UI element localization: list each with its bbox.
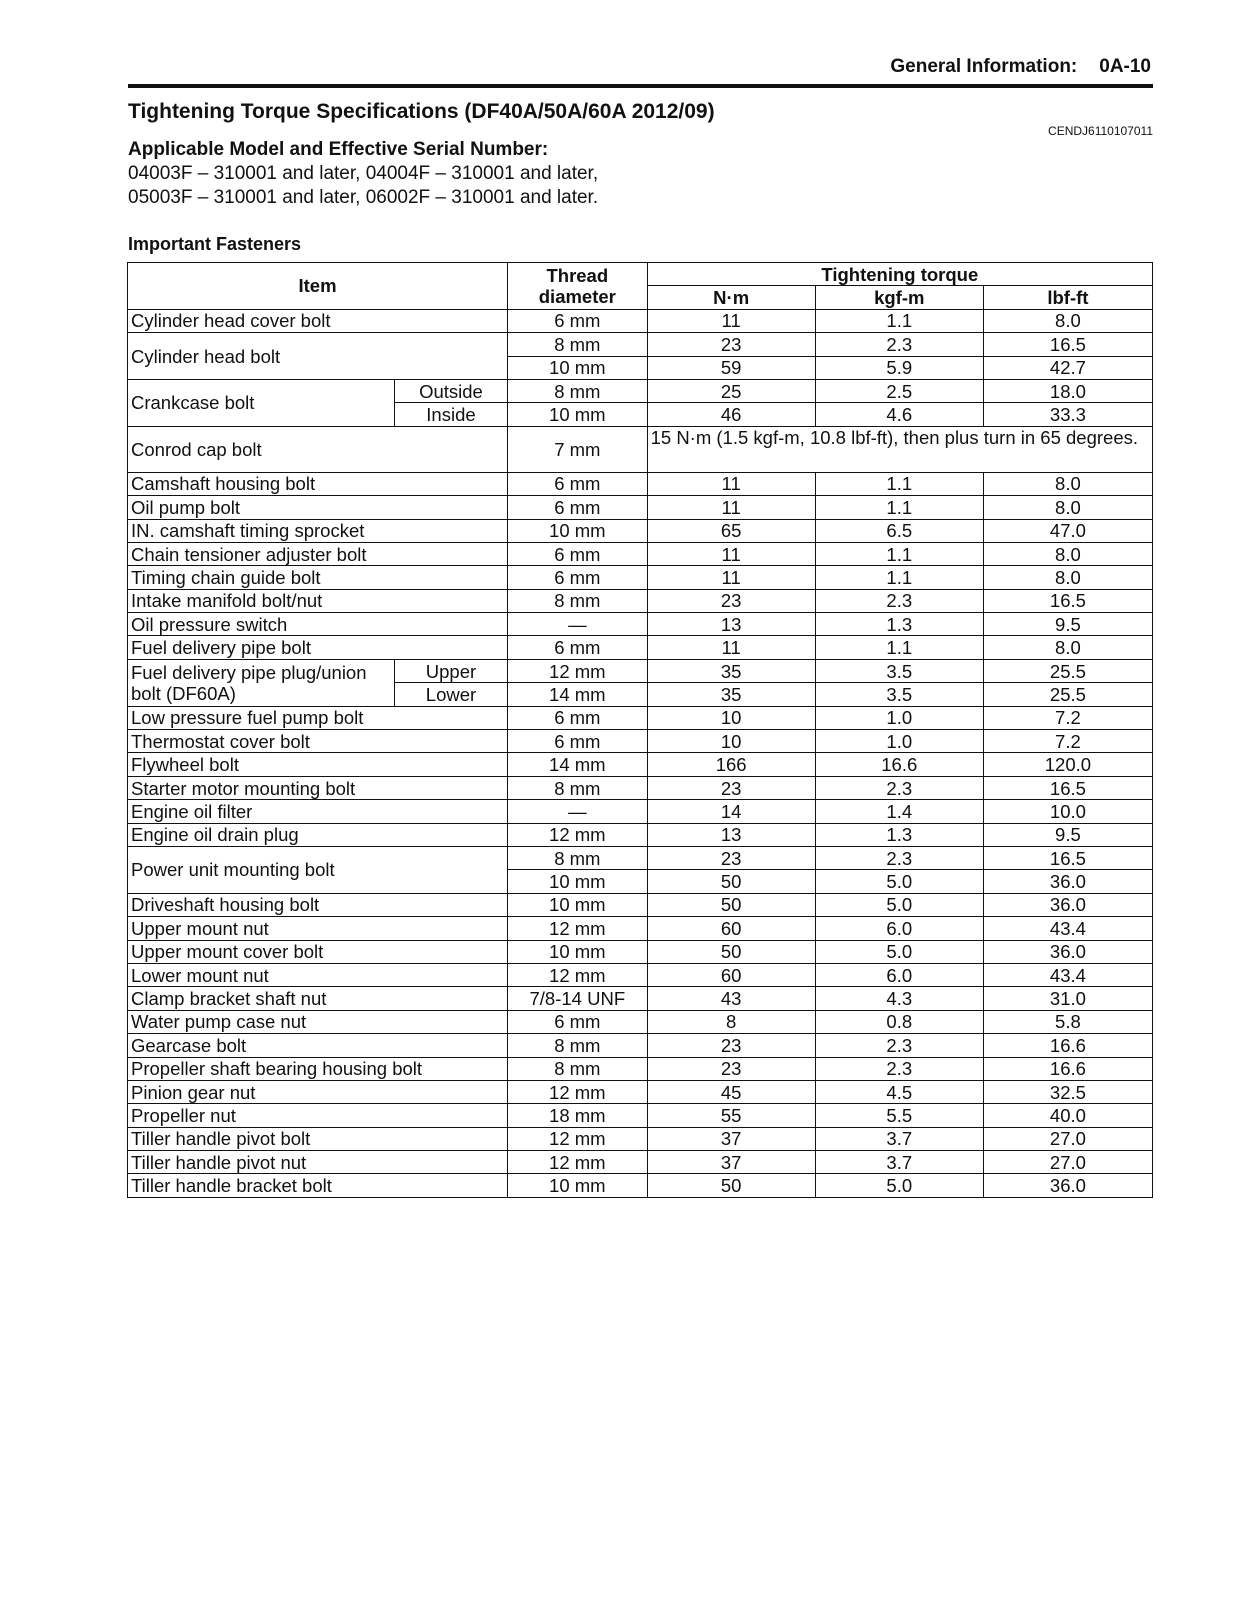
- kgf-cell: 2.3: [815, 1034, 983, 1057]
- lbf-cell: 8.0: [983, 636, 1152, 659]
- table-row: [128, 893, 1153, 916]
- nm-cell: 60: [647, 917, 815, 940]
- page-header: [128, 56, 1153, 88]
- lbf-cell: 8.0: [983, 542, 1152, 565]
- nm-cell: 46: [647, 403, 815, 426]
- lbf-cell: 120.0: [983, 753, 1152, 776]
- item-cell: Propeller nut: [128, 1104, 508, 1127]
- table-row: [128, 1151, 1153, 1174]
- nm-cell: 23: [647, 589, 815, 612]
- header-torque: Tightening torque: [647, 263, 1152, 286]
- section-title: Important Fasteners: [128, 234, 302, 254]
- header-kgfm: kgf-m: [815, 286, 983, 309]
- lbf-cell: 8.0: [983, 309, 1152, 332]
- doc-code: CENDJ6110107011: [1048, 124, 1153, 138]
- thread-cell: 18 mm: [508, 1104, 648, 1127]
- kgf-cell: 2.3: [815, 846, 983, 869]
- thread-cell: 10 mm: [508, 870, 648, 893]
- table-row: [128, 987, 1153, 1010]
- nm-cell: 13: [647, 613, 815, 636]
- kgf-cell: 4.5: [815, 1080, 983, 1103]
- lbf-cell: 7.2: [983, 706, 1152, 729]
- nm-cell: 11: [647, 636, 815, 659]
- thread-cell: 6 mm: [508, 1010, 648, 1033]
- kgf-cell: 3.7: [815, 1151, 983, 1174]
- kgf-cell: 1.3: [815, 823, 983, 846]
- item-cell: Gearcase bolt: [128, 1034, 508, 1057]
- thread-cell: 6 mm: [508, 472, 648, 495]
- table-row: [128, 636, 1153, 659]
- thread-cell: 12 mm: [508, 1080, 648, 1103]
- nm-cell: 11: [647, 566, 815, 589]
- nm-cell: 23: [647, 776, 815, 799]
- table-row: [128, 472, 1153, 495]
- lbf-cell: 25.5: [983, 683, 1152, 706]
- table-row: [128, 589, 1153, 612]
- table-row: [128, 753, 1153, 776]
- kgf-cell: 2.3: [815, 333, 983, 356]
- header-text: [890, 56, 1151, 78]
- nm-cell: 13: [647, 823, 815, 846]
- nm-cell: 35: [647, 683, 815, 706]
- nm-cell: 55: [647, 1104, 815, 1127]
- sub-cell: Upper: [394, 659, 507, 682]
- header-section: General Information:: [890, 56, 1078, 77]
- table-row: [128, 659, 1153, 682]
- kgf-cell: 1.1: [815, 636, 983, 659]
- serial-line-1: 04003F – 310001 and later, 04004F – 310001 and later,: [128, 163, 599, 184]
- kgf-cell: 6.0: [815, 917, 983, 940]
- table-row: [128, 333, 1153, 356]
- lbf-cell: 9.5: [983, 823, 1152, 846]
- thread-cell: 12 mm: [508, 917, 648, 940]
- table-header-row: [128, 263, 1153, 286]
- nm-cell: 50: [647, 940, 815, 963]
- table-row: [128, 309, 1153, 332]
- thread-cell: 8 mm: [508, 379, 648, 402]
- lbf-cell: 10.0: [983, 800, 1152, 823]
- thread-cell: 12 mm: [508, 1151, 648, 1174]
- lbf-cell: 16.5: [983, 846, 1152, 869]
- table-row: [128, 963, 1153, 986]
- table-row: [128, 706, 1153, 729]
- lbf-cell: 47.0: [983, 519, 1152, 542]
- item-cell: Power unit mounting bolt: [128, 846, 508, 893]
- thread-cell: 10 mm: [508, 893, 648, 916]
- table-row: [128, 1174, 1153, 1197]
- table-row: [128, 613, 1153, 636]
- item-cell: Oil pump bolt: [128, 496, 508, 519]
- item-cell: Lower mount nut: [128, 963, 508, 986]
- item-cell: Crankcase bolt: [128, 379, 395, 426]
- lbf-cell: 27.0: [983, 1127, 1152, 1150]
- applicable-heading: Applicable Model and Effective Serial Number:: [128, 139, 549, 160]
- item-cell: Camshaft housing bolt: [128, 472, 508, 495]
- kgf-cell: 4.6: [815, 403, 983, 426]
- lbf-cell: 8.0: [983, 496, 1152, 519]
- item-cell: Tiller handle pivot nut: [128, 1151, 508, 1174]
- table-row: [128, 1127, 1153, 1150]
- nm-cell: 23: [647, 333, 815, 356]
- nm-cell: 8: [647, 1010, 815, 1033]
- lbf-cell: 40.0: [983, 1104, 1152, 1127]
- kgf-cell: 2.5: [815, 379, 983, 402]
- kgf-cell: 2.3: [815, 1057, 983, 1080]
- item-cell: IN. camshaft timing sprocket: [128, 519, 508, 542]
- kgf-cell: 5.9: [815, 356, 983, 379]
- item-cell: Clamp bracket shaft nut: [128, 987, 508, 1010]
- lbf-cell: 33.3: [983, 403, 1152, 426]
- item-cell: Fuel delivery pipe plug/union bolt (DF60A): [128, 659, 395, 706]
- lbf-cell: 36.0: [983, 870, 1152, 893]
- kgf-cell: 3.7: [815, 1127, 983, 1150]
- item-cell: Cylinder head cover bolt: [128, 309, 508, 332]
- table-row: [128, 379, 1153, 402]
- nm-cell: 50: [647, 1174, 815, 1197]
- item-cell: Driveshaft housing bolt: [128, 893, 508, 916]
- table-row: [128, 730, 1153, 753]
- lbf-cell: 27.0: [983, 1151, 1152, 1174]
- nm-cell: 23: [647, 1057, 815, 1080]
- table-row: [128, 1034, 1153, 1057]
- item-cell: Pinion gear nut: [128, 1080, 508, 1103]
- thread-cell: 10 mm: [508, 519, 648, 542]
- table-row: [128, 1057, 1153, 1080]
- lbf-cell: 16.5: [983, 776, 1152, 799]
- lbf-cell: 36.0: [983, 893, 1152, 916]
- item-cell: Fuel delivery pipe bolt: [128, 636, 508, 659]
- kgf-cell: 1.3: [815, 613, 983, 636]
- kgf-cell: 2.3: [815, 776, 983, 799]
- table-row: [128, 1010, 1153, 1033]
- item-cell: Chain tensioner adjuster bolt: [128, 542, 508, 565]
- item-cell: Timing chain guide bolt: [128, 566, 508, 589]
- kgf-cell: 3.5: [815, 659, 983, 682]
- kgf-cell: 1.1: [815, 542, 983, 565]
- header-thread: Thread diameter: [508, 263, 648, 310]
- item-cell: Propeller shaft bearing housing bolt: [128, 1057, 508, 1080]
- table-row: [128, 519, 1153, 542]
- item-cell: Engine oil drain plug: [128, 823, 508, 846]
- nm-cell: 35: [647, 659, 815, 682]
- lbf-cell: 8.0: [983, 472, 1152, 495]
- table-row: [128, 1104, 1153, 1127]
- thread-cell: 12 mm: [508, 823, 648, 846]
- header-item: Item: [128, 263, 508, 310]
- nm-cell: 50: [647, 870, 815, 893]
- header-lbfft: lbf-ft: [983, 286, 1152, 309]
- thread-cell: 8 mm: [508, 589, 648, 612]
- nm-cell: 50: [647, 893, 815, 916]
- kgf-cell: 0.8: [815, 1010, 983, 1033]
- thread-cell: 7 mm: [508, 426, 648, 472]
- sub-cell: Inside: [394, 403, 507, 426]
- lbf-cell: 32.5: [983, 1080, 1152, 1103]
- thread-cell: —: [508, 613, 648, 636]
- kgf-cell: 5.0: [815, 870, 983, 893]
- item-cell: Flywheel bolt: [128, 753, 508, 776]
- lbf-cell: 31.0: [983, 987, 1152, 1010]
- table-row: [128, 496, 1153, 519]
- thread-cell: 8 mm: [508, 776, 648, 799]
- nm-cell: 65: [647, 519, 815, 542]
- table-row: [128, 823, 1153, 846]
- lbf-cell: 16.6: [983, 1034, 1152, 1057]
- lbf-cell: 16.5: [983, 589, 1152, 612]
- table-row: [128, 917, 1153, 940]
- thread-cell: 6 mm: [508, 496, 648, 519]
- item-cell: Water pump case nut: [128, 1010, 508, 1033]
- thread-cell: 6 mm: [508, 542, 648, 565]
- kgf-cell: 1.1: [815, 472, 983, 495]
- thread-cell: 6 mm: [508, 309, 648, 332]
- lbf-cell: 36.0: [983, 940, 1152, 963]
- nm-cell: 14: [647, 800, 815, 823]
- nm-cell: 10: [647, 730, 815, 753]
- nm-cell: 37: [647, 1151, 815, 1174]
- kgf-cell: 4.3: [815, 987, 983, 1010]
- kgf-cell: 6.0: [815, 963, 983, 986]
- page-number: 0A-10: [1099, 56, 1151, 77]
- nm-cell: 25: [647, 379, 815, 402]
- item-cell: Upper mount nut: [128, 917, 508, 940]
- kgf-cell: 5.0: [815, 1174, 983, 1197]
- kgf-cell: 1.1: [815, 566, 983, 589]
- thread-cell: 10 mm: [508, 940, 648, 963]
- thread-cell: 6 mm: [508, 706, 648, 729]
- thread-cell: 10 mm: [508, 1174, 648, 1197]
- lbf-cell: 43.4: [983, 963, 1152, 986]
- thread-cell: 7/8-14 UNF: [508, 987, 648, 1010]
- table-row: [128, 940, 1153, 963]
- thread-cell: 10 mm: [508, 356, 648, 379]
- page-title: Tightening Torque Specifications (DF40A/50A/60A 2012/09): [128, 100, 715, 123]
- lbf-cell: 7.2: [983, 730, 1152, 753]
- kgf-cell: 1.1: [815, 496, 983, 519]
- item-cell: Conrod cap bolt: [128, 426, 508, 472]
- kgf-cell: 5.0: [815, 893, 983, 916]
- item-cell: Low pressure fuel pump bolt: [128, 706, 508, 729]
- thread-cell: 14 mm: [508, 683, 648, 706]
- item-cell: Oil pressure switch: [128, 613, 508, 636]
- nm-cell: 45: [647, 1080, 815, 1103]
- table-row: [128, 542, 1153, 565]
- nm-cell: 11: [647, 496, 815, 519]
- table-row: [128, 1080, 1153, 1103]
- thread-cell: 12 mm: [508, 659, 648, 682]
- table-row: [128, 776, 1153, 799]
- kgf-cell: 3.5: [815, 683, 983, 706]
- thread-cell: 6 mm: [508, 730, 648, 753]
- thread-cell: 14 mm: [508, 753, 648, 776]
- thread-cell: 10 mm: [508, 403, 648, 426]
- thread-cell: 12 mm: [508, 963, 648, 986]
- lbf-cell: 42.7: [983, 356, 1152, 379]
- item-cell: Upper mount cover bolt: [128, 940, 508, 963]
- thread-cell: 8 mm: [508, 846, 648, 869]
- kgf-cell: 5.0: [815, 940, 983, 963]
- nm-cell: 11: [647, 309, 815, 332]
- kgf-cell: 1.4: [815, 800, 983, 823]
- thread-cell: 6 mm: [508, 636, 648, 659]
- lbf-cell: 43.4: [983, 917, 1152, 940]
- kgf-cell: 6.5: [815, 519, 983, 542]
- lbf-cell: 18.0: [983, 379, 1152, 402]
- nm-cell: 43: [647, 987, 815, 1010]
- nm-cell: 10: [647, 706, 815, 729]
- item-cell: Cylinder head bolt: [128, 333, 508, 380]
- thread-cell: —: [508, 800, 648, 823]
- nm-cell: 11: [647, 542, 815, 565]
- nm-cell: 23: [647, 846, 815, 869]
- thread-cell: 8 mm: [508, 333, 648, 356]
- torque-table: [127, 262, 1153, 1198]
- thread-cell: 8 mm: [508, 1034, 648, 1057]
- thread-cell: 8 mm: [508, 1057, 648, 1080]
- item-cell: Starter motor mounting bolt: [128, 776, 508, 799]
- table-row: [128, 800, 1153, 823]
- nm-cell: 60: [647, 963, 815, 986]
- kgf-cell: 16.6: [815, 753, 983, 776]
- lbf-cell: 16.6: [983, 1057, 1152, 1080]
- nm-cell: 11: [647, 472, 815, 495]
- item-cell: Thermostat cover bolt: [128, 730, 508, 753]
- lbf-cell: 5.8: [983, 1010, 1152, 1033]
- table-row: [128, 426, 1153, 472]
- thread-cell: 6 mm: [508, 566, 648, 589]
- sub-cell: Outside: [394, 379, 507, 402]
- torque-note-cell: 15 N·m (1.5 kgf-m, 10.8 lbf-ft), then plus turn in 65 degrees.: [647, 426, 1152, 472]
- nm-cell: 166: [647, 753, 815, 776]
- lbf-cell: 25.5: [983, 659, 1152, 682]
- kgf-cell: 1.0: [815, 730, 983, 753]
- sub-cell: Lower: [394, 683, 507, 706]
- nm-cell: 59: [647, 356, 815, 379]
- nm-cell: 23: [647, 1034, 815, 1057]
- lbf-cell: 9.5: [983, 613, 1152, 636]
- item-cell: Tiller handle bracket bolt: [128, 1174, 508, 1197]
- header-nm: N·m: [647, 286, 815, 309]
- lbf-cell: 16.5: [983, 333, 1152, 356]
- nm-cell: 37: [647, 1127, 815, 1150]
- item-cell: Intake manifold bolt/nut: [128, 589, 508, 612]
- serial-line-2: 05003F – 310001 and later, 06002F – 310001 and later.: [128, 187, 599, 208]
- kgf-cell: 1.1: [815, 309, 983, 332]
- lbf-cell: 36.0: [983, 1174, 1152, 1197]
- table-row: [128, 566, 1153, 589]
- item-cell: Tiller handle pivot bolt: [128, 1127, 508, 1150]
- kgf-cell: 1.0: [815, 706, 983, 729]
- thread-cell: 12 mm: [508, 1127, 648, 1150]
- item-cell: Engine oil filter: [128, 800, 508, 823]
- kgf-cell: 5.5: [815, 1104, 983, 1127]
- table-row: [128, 846, 1153, 869]
- kgf-cell: 2.3: [815, 589, 983, 612]
- lbf-cell: 8.0: [983, 566, 1152, 589]
